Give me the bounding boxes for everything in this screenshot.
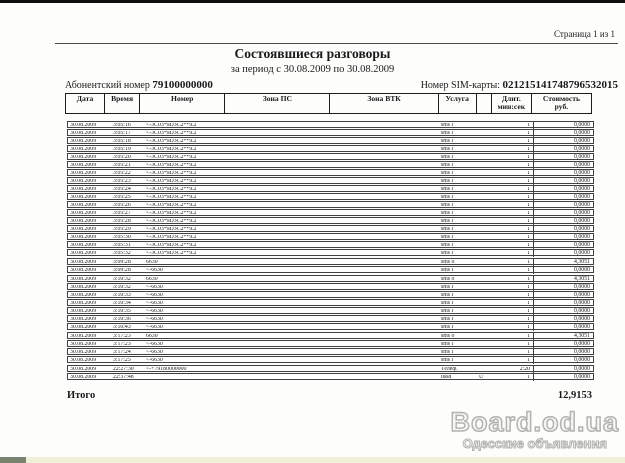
cell-number: <-6630 [146, 285, 163, 290]
cell-flag [478, 342, 493, 347]
report-title: Состоявшиеся разговоры [234, 46, 391, 61]
cell-time: 3:05:31 [113, 243, 131, 248]
call-row [67, 209, 594, 216]
cell-number: <-3C03*9D3C2**9.2 [146, 203, 197, 208]
cell-cost: 0,0000 [533, 138, 593, 145]
call-row [67, 121, 594, 128]
cell-flag [478, 219, 493, 224]
cell-time: 3:05:32 [113, 251, 131, 256]
cell-date: 30.08.2009 [70, 251, 97, 256]
cell-service: sms i [441, 131, 454, 136]
cell-time: 3:05:26 [113, 203, 131, 208]
cell-service: sms i [441, 309, 454, 314]
cell-cost: 0,0000 [533, 349, 593, 356]
call-row [67, 153, 594, 160]
cell-cost: 0,0000 [533, 284, 593, 291]
cell-flag [478, 131, 493, 136]
cell-number [144, 375, 440, 380]
cell-number: 6630 [146, 334, 158, 339]
cell-flag [478, 260, 493, 265]
cell-number: <-6630 [146, 342, 163, 347]
cell-number: <-3C03*9D3C2**9.2 [146, 171, 197, 176]
sim-number-group [421, 79, 618, 91]
cell-service: sms i [441, 251, 454, 256]
cell-duration: 1 [527, 260, 530, 265]
cell-cost: 0,0000 [533, 210, 593, 217]
cell-flag [478, 268, 493, 273]
calls-table-header [65, 93, 592, 114]
cell-flag [478, 179, 493, 184]
cell-cost: 0,0000 [533, 122, 593, 129]
cell-flag [478, 155, 493, 160]
total-row [67, 390, 592, 401]
cell-flag [478, 195, 493, 200]
cell-flag [478, 367, 493, 372]
cell-number: <-6630 [146, 358, 163, 363]
cell-cost: 0,0000 [533, 202, 593, 209]
cell-date: 30.08.2009 [70, 243, 97, 248]
cell-duration: 1 [527, 243, 530, 248]
cell-flag [478, 235, 493, 240]
cell-date: 30.08.2009 [70, 195, 97, 200]
subscriber-line [65, 79, 618, 91]
cell-date: 30.08.2009 [70, 277, 97, 282]
cell-time: 3:05:22 [113, 171, 131, 176]
cell-time: 3:10:33 [113, 293, 131, 298]
header-rule [55, 43, 618, 44]
cell-number: <-6630 [146, 309, 163, 314]
cell-time: 3:05:29 [113, 227, 131, 232]
cell-time: 3:05:23 [113, 179, 131, 184]
cell-service: sms i [441, 139, 454, 144]
cell-cost: 0,0000 [533, 250, 593, 257]
cell-date: 30.08.2009 [70, 350, 97, 355]
cell-cost: 0,0000 [533, 178, 593, 185]
cell-duration: 1 [527, 235, 530, 240]
cell-service: sms i [441, 358, 454, 363]
cell-flag [478, 293, 493, 298]
cell-time: 3:09:28 [113, 260, 131, 265]
cell-service: sms i [441, 187, 454, 192]
cell-time: 3:10:32 [113, 285, 131, 290]
cell-time: 3:10:43 [113, 325, 131, 330]
call-row [67, 137, 594, 144]
cell-date: 30.08.2009 [70, 123, 97, 128]
cell-number: <-3C03*9D3C2**9.2 [146, 251, 197, 256]
watermark [450, 408, 619, 451]
call-row [67, 291, 594, 298]
cell-duration: 1 [527, 131, 530, 136]
cell-service: sms o [441, 260, 455, 265]
cell-date: 30.08.2009 [70, 342, 97, 347]
call-row [67, 340, 594, 347]
cell-service: sms i [441, 325, 454, 330]
cell-flag [478, 358, 493, 363]
cell-cost: 0,0000 [533, 300, 593, 307]
cell-date: 30.08.2009 [70, 358, 97, 363]
cell-duration: 1 [527, 227, 530, 232]
cell-service: sms i [441, 301, 454, 306]
cell-duration: 1 [527, 285, 530, 290]
cell-duration: 1 [527, 211, 530, 216]
cell-time: 3:17:23 [113, 342, 131, 347]
cell-cost: 0,0000 [533, 170, 593, 177]
cell-cost: 0,0000 [533, 154, 593, 161]
call-row [67, 177, 594, 184]
cell-flag [478, 350, 493, 355]
cell-flag [478, 334, 493, 339]
cell-time: 3:17:23 [113, 334, 131, 339]
cell-number: <-6630 [146, 325, 163, 330]
cell-flag [478, 171, 493, 176]
cell-number: <-+79180000000 [146, 367, 187, 372]
cell-duration: 1 [527, 334, 530, 339]
cell-number: <-3C03*9D3C2**9.2 [146, 227, 197, 232]
sim-label: Номер SIM-карты: [420, 80, 500, 91]
top-black-bar [0, 0, 625, 3]
cell-time: 3:09:28 [113, 268, 131, 273]
cell-service: sms i [441, 171, 454, 176]
cell-number: <-3C03*9D3C2**9.2 [146, 243, 197, 248]
call-row [67, 348, 594, 355]
cell-service: sms o [441, 277, 455, 282]
cell-number: <-3C03*9D3C2**9.2 [146, 155, 197, 160]
watermark-tagline: Одесские объявления [462, 436, 607, 451]
cell-date: 30.08.2009 [70, 227, 97, 232]
cell-service: sms i [441, 235, 454, 240]
cell-time: 3:05:18 [113, 139, 131, 144]
cell-date: 30.08.2009 [70, 211, 97, 216]
cell-service: sms i [441, 195, 454, 200]
cell-flag [478, 211, 493, 216]
cell-cost: 0,0000 [533, 324, 593, 331]
cell-cost: 0,0000 [533, 292, 593, 299]
cell-time: 3:05:25 [113, 195, 131, 200]
report-period: за период с 30.08.2009 по 30.08.2009 [230, 64, 395, 75]
call-row [67, 283, 594, 290]
cell-date: 30.08.2009 [70, 131, 97, 136]
cell-flag: U [479, 375, 484, 380]
cell-duration: 1 [527, 139, 530, 144]
total-label: Итого [67, 390, 96, 401]
cell-cost: 4,3051 [533, 259, 593, 266]
cell-number: <-3C03*9D3C2**9.2 [146, 211, 197, 216]
cell-date: 30.08.2009 [70, 293, 97, 298]
cell-number: <-6630 [146, 268, 163, 273]
cell-flag [478, 187, 493, 192]
cell-duration: 1 [527, 317, 530, 322]
cell-service: sms i [441, 243, 454, 248]
cell-number: <-3C03*9D3C2**9.2 [146, 235, 197, 240]
cell-duration: 1 [527, 219, 530, 224]
call-row [67, 161, 594, 168]
cell-time: 3:17:24 [113, 350, 131, 355]
cell-service: sms i [441, 317, 454, 322]
cell-date: 30.08.2009 [70, 235, 97, 240]
cell-number: <-3C03*9D3C2**9.2 [146, 195, 197, 200]
cell-service: sms i [441, 179, 454, 184]
cell-number: <-3C03*9D3C2**9.2 [146, 187, 197, 192]
cell-duration: 1 [527, 325, 530, 330]
cell-date: 30.08.2009 [70, 179, 97, 184]
cell-duration: 1 [527, 251, 530, 256]
cell-time: 3:05:16 [113, 123, 131, 128]
cell-flag [478, 301, 493, 306]
call-row [67, 365, 594, 372]
col-header-duration: Длит. мин:сек [491, 94, 531, 114]
call-row [67, 275, 594, 282]
call-row [67, 193, 594, 200]
col-header-flag [476, 94, 491, 114]
cell-cost: 0,0000 [533, 218, 593, 225]
cell-flag [478, 325, 493, 330]
cell-date: 30.08.2009 [70, 325, 97, 330]
cell-service: sms i [441, 147, 454, 152]
cell-cost: 0,0000 [533, 146, 593, 153]
cell-time: 3:17:25 [113, 358, 131, 363]
cell-time: 3:05:21 [113, 163, 131, 168]
cell-cost: 4,3051 [533, 276, 593, 283]
cell-cost: 0,0000 [533, 316, 593, 323]
cell-duration: 1 [527, 293, 530, 298]
cell-time: 3:05:19 [113, 147, 131, 152]
call-row [67, 233, 594, 240]
cell-date: 30.08.2009 [70, 285, 97, 290]
cell-flag [478, 203, 493, 208]
cell-date: 30.08.2009 [70, 268, 97, 273]
cell-flag [478, 123, 493, 128]
cell-cost: 0,0000 [533, 267, 593, 274]
cell-cost: 0,0000 [533, 194, 593, 201]
call-row [67, 201, 594, 208]
cell-flag [478, 285, 493, 290]
cell-duration: 1 [527, 309, 530, 314]
cell-date: 30.08.2009 [70, 375, 97, 380]
cell-cost: 0,0000 [533, 226, 593, 233]
call-row [67, 373, 594, 380]
cell-service: sms o [441, 334, 455, 339]
cell-service: sms i [441, 163, 454, 168]
call-row [67, 315, 594, 322]
cell-date: 30.08.2009 [70, 219, 97, 224]
call-row [67, 299, 594, 306]
call-row [67, 225, 594, 232]
col-header-zone-ps: Зона ПС [225, 94, 330, 114]
cell-service: sms i [441, 211, 454, 216]
cell-duration: 1 [527, 375, 530, 380]
cell-duration: 1 [527, 358, 530, 363]
cell-cost: 0,0000 [533, 130, 593, 137]
cell-flag [478, 317, 493, 322]
cell-number: 6630 [146, 260, 158, 265]
cell-service: sms i [441, 203, 454, 208]
col-header-time: Время [105, 94, 140, 114]
cell-duration: 1 [527, 277, 530, 282]
cell-date: 30.08.2009 [70, 334, 97, 339]
call-row [67, 169, 594, 176]
cell-number: <-3C03*9D3C2**9.2 [146, 179, 197, 184]
cell-cost: 0,0000 [533, 341, 593, 348]
cell-service: sms i [441, 293, 454, 298]
cell-service: Телеф. [441, 367, 458, 372]
cell-service: sms i [441, 285, 454, 290]
cell-number: <-3C03*9D3C2**9.2 [146, 163, 197, 168]
sim-number: 021215141748796532015 [502, 79, 618, 91]
cell-cost: 4,3051 [533, 333, 593, 340]
cell-date: 30.08.2009 [70, 309, 97, 314]
cell-duration: 1 [527, 179, 530, 184]
cell-date: 30.08.2009 [70, 317, 97, 322]
cell-flag [478, 139, 493, 144]
cell-date: 30.08.2009 [70, 147, 97, 152]
col-header-date: Дата [66, 94, 105, 114]
cell-duration: 2:20 [519, 367, 530, 372]
col-header-number: Номер [140, 94, 225, 114]
call-row [67, 217, 594, 224]
cell-service: sms i [441, 155, 454, 160]
cell-time: 3:10:34 [113, 301, 131, 306]
col-header-cost: Стоимость руб. [531, 94, 591, 114]
cell-date: 30.08.2009 [70, 139, 97, 144]
cell-number: <-3C03*9D3C2**9.2 [146, 219, 197, 224]
cell-service: ussd [441, 375, 452, 380]
cell-cost: 0,0000 [533, 186, 593, 193]
cell-date: 30.08.2009 [70, 203, 97, 208]
cell-duration: 1 [527, 147, 530, 152]
cell-service: sms i [441, 350, 454, 355]
cell-date: 30.08.2009 [70, 260, 97, 265]
cell-time: 22:27:30 [113, 367, 134, 372]
cell-number: 6630 [146, 277, 158, 282]
cell-duration: 1 [527, 171, 530, 176]
cell-service: sms i [441, 342, 454, 347]
cell-cost: 0,0000 [533, 162, 593, 169]
call-row [67, 129, 594, 136]
cell-number: <-3C03*9D3C2**9.2 [146, 123, 197, 128]
cell-flag [478, 309, 493, 314]
cell-cost: 0,0000 [533, 374, 593, 381]
cell-duration: 1 [527, 301, 530, 306]
call-row [67, 332, 594, 339]
call-row [67, 185, 594, 192]
total-value: 12,9153 [557, 390, 592, 401]
cell-number: <-3C03*9D3C2**9.2 [146, 147, 197, 152]
cell-time: 3:10:36 [113, 317, 131, 322]
col-header-service: Услуга [438, 94, 476, 114]
cell-cost: 0,0000 [533, 357, 593, 364]
cell-flag [478, 147, 493, 152]
cell-time: 22:37:48 [113, 375, 134, 380]
watermark-logo: Board.od.ua [450, 407, 619, 437]
cell-date: 30.08.2009 [70, 367, 97, 372]
cell-time: 3:05:28 [113, 219, 131, 224]
cell-cost: 0,0000 [533, 242, 593, 249]
cell-date: 30.08.2009 [70, 155, 97, 160]
cell-date: 30.08.2009 [70, 187, 97, 192]
subscriber-number: 79100000000 [152, 79, 213, 91]
cell-time: 3:05:27 [113, 211, 131, 216]
cell-number: <-6630 [146, 293, 163, 298]
bottom-corner-block [0, 457, 26, 463]
cell-service: sms i [441, 268, 454, 273]
cell-time: 3:10:32 [113, 277, 131, 282]
cell-duration: 1 [527, 163, 530, 168]
cell-duration: 1 [527, 195, 530, 200]
cell-duration: 1 [527, 342, 530, 347]
cell-number: <-3C03*9D3C2**9.2 [146, 139, 197, 144]
cell-date: 30.08.2009 [70, 301, 97, 306]
cell-time: 3:05:24 [113, 187, 131, 192]
subscriber-number-group [65, 79, 213, 91]
cell-service: sms i [441, 227, 454, 232]
cell-cost: 0,0000 [533, 366, 593, 373]
cell-number: <-3C03*9D3C2**9.2 [146, 131, 197, 136]
cell-flag [478, 163, 493, 168]
call-row [67, 145, 594, 152]
call-rows [67, 121, 594, 381]
cell-number: <-6630 [146, 301, 163, 306]
cell-time: 3:05:20 [113, 155, 131, 160]
cell-time: 3:05:30 [113, 235, 131, 240]
cell-duration: 1 [527, 350, 530, 355]
cell-duration: 1 [527, 123, 530, 128]
page-number: Страница 1 из 1 [554, 29, 615, 39]
cell-flag [478, 227, 493, 232]
call-row [67, 356, 594, 363]
cell-flag [478, 243, 493, 248]
call-row [67, 266, 594, 273]
bottom-strip [0, 457, 625, 463]
subscriber-label: Абонентский номер [65, 80, 150, 91]
call-row [67, 323, 594, 330]
cell-cost: 0,0000 [533, 308, 593, 315]
cell-time: 3:10:35 [113, 309, 131, 314]
cell-flag [478, 251, 493, 256]
cell-date: 30.08.2009 [70, 171, 97, 176]
cell-service: sms i [441, 219, 454, 224]
cell-duration: 1 [527, 268, 530, 273]
call-row [67, 307, 594, 314]
cell-duration: 1 [527, 187, 530, 192]
cell-duration: 1 [527, 155, 530, 160]
cell-number: <-6630 [146, 350, 163, 355]
cell-date: 30.08.2009 [70, 163, 97, 168]
cell-cost: 0,0000 [533, 234, 593, 241]
call-row [67, 241, 594, 248]
cell-duration: 1 [527, 203, 530, 208]
call-row [67, 249, 594, 256]
cell-service: sms i [441, 123, 454, 128]
cell-number: <-6630 [146, 317, 163, 322]
call-row [67, 258, 594, 265]
cell-flag [478, 277, 493, 282]
cell-time: 3:05:17 [113, 131, 131, 136]
col-header-zone-vtk: Зона ВТК [330, 94, 438, 114]
